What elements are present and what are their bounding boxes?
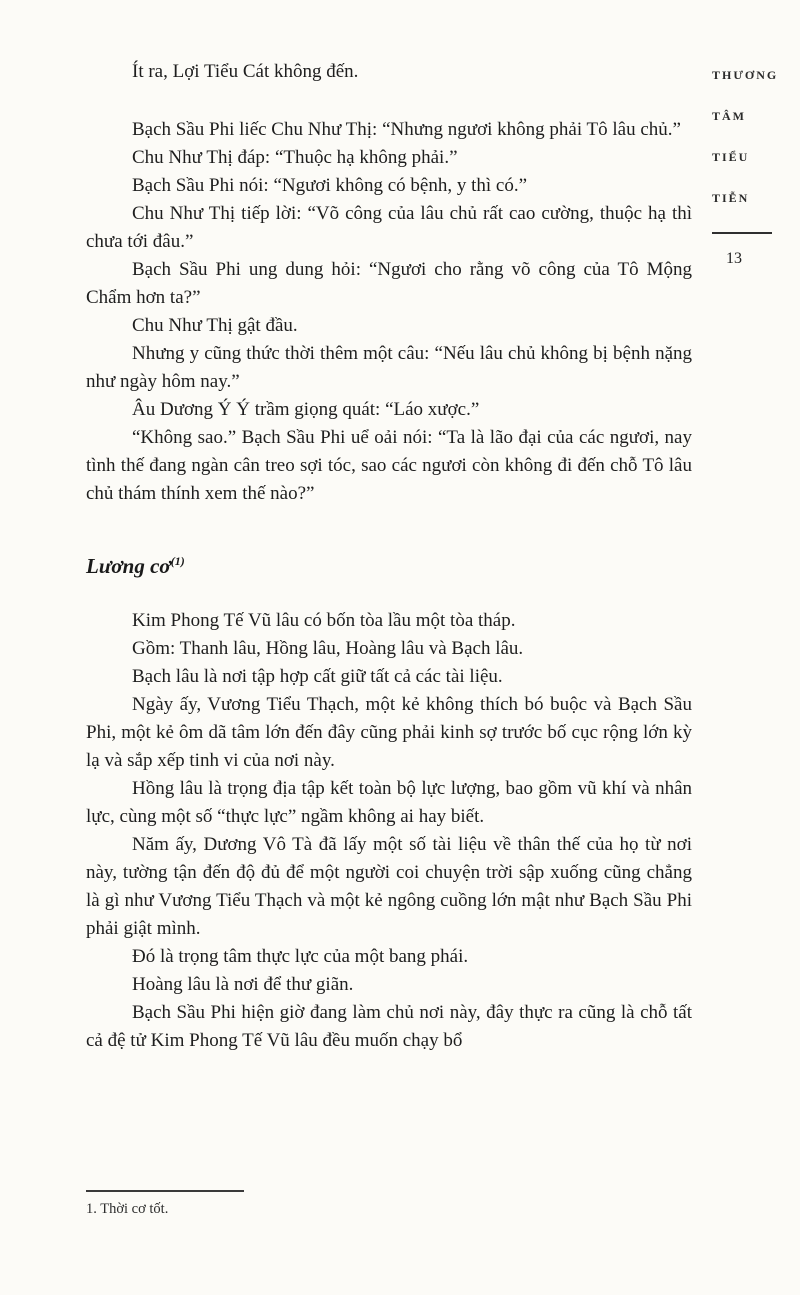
- running-title-word: THƯƠNG: [712, 68, 779, 82]
- paragraph: “Không sao.” Bạch Sầu Phi uể oải nói: “Ta là lão đại của các ngươi, nay tình thế đang ngàn cân treo sợi tóc, sao các ngươi còn không đi đến chỗ Tô lâu chủ thám thính xem thế nào?”: [86, 427, 692, 504]
- running-title-divider: [712, 232, 772, 234]
- running-title-word: TIỄN: [712, 191, 750, 205]
- paragraph: Hồng lâu là trọng địa tập kết toàn bộ lực lượng, bao gồm vũ khí và nhân lực, cùng một số “thực lực” ngầm không ai hay biết.: [86, 778, 692, 827]
- section-heading: [86, 554, 692, 579]
- page-number: 13: [726, 250, 742, 267]
- paragraph: Bạch Sầu Phi nói: “Ngươi không có bệnh, y thì có.”: [132, 175, 528, 196]
- section-heading-footnote-ref: (1): [170, 554, 185, 568]
- paragraph: Kim Phong Tế Vũ lâu có bốn tòa lầu một tòa tháp.: [132, 610, 516, 631]
- paragraph: Năm ấy, Dương Vô Tà đã lấy một số tài liệu về thân thế của họ từ nơi này, tường tận đến độ đủ để một người coi chuyện trời sập xuống cũng chẳng là gì như Vương Tiểu Thạch và một kẻ ngông cuồng lớn mật như Bạch Sầu Phi phải giật mình.: [86, 834, 692, 939]
- paragraph: Ngày ấy, Vương Tiểu Thạch, một kẻ không thích bó buộc và Bạch Sầu Phi, một kẻ ôm dã tâm lớn đến đây cũng phải kinh sợ trước bố cục rộng lớn kỳ lạ và sắp xếp tinh vi của nơi này.: [86, 694, 692, 771]
- paragraph: Bạch Sầu Phi ung dung hỏi: “Ngươi cho rằng võ công của Tô Mộng Chẩm hơn ta?”: [86, 259, 692, 308]
- running-title-word: TÂM: [712, 109, 746, 123]
- footnote-text: 1. Thời cơ tốt.: [86, 1201, 169, 1217]
- paragraph: Hoàng lâu là nơi để thư giãn.: [132, 974, 354, 995]
- paragraph: Chu Như Thị đáp: “Thuộc hạ không phải.”: [132, 147, 458, 168]
- paragraph: Nhưng y cũng thức thời thêm một câu: “Nếu lâu chủ không bị bệnh nặng như ngày hôm nay.”: [86, 343, 692, 392]
- paragraph: Bạch Sầu Phi hiện giờ đang làm chủ nơi này, đây thực ra cũng là chỗ tất cả đệ tử Kim Phong Tế Vũ lâu đều muốn chạy bổ: [86, 1002, 692, 1051]
- paragraph: Chu Như Thị tiếp lời: “Võ công của lâu chủ rất cao cường, thuộc hạ thì chưa tới đâu.”: [86, 203, 692, 252]
- paragraph: Đó là trọng tâm thực lực của một bang phái.: [132, 946, 469, 967]
- running-title: [712, 68, 786, 268]
- footnote: [86, 1190, 486, 1218]
- footnote-divider: [86, 1190, 244, 1192]
- paragraph: Bạch Sầu Phi liếc Chu Như Thị: “Nhưng ngươi không phải Tô lâu chủ.”: [132, 119, 681, 140]
- paragraph: Bạch lâu là nơi tập hợp cất giữ tất cả các tài liệu.: [132, 666, 503, 687]
- opening-paragraph: Ít ra, Lợi Tiểu Cát không đến.: [132, 61, 359, 82]
- paragraph: Gồm: Thanh lâu, Hồng lâu, Hoàng lâu và Bạch lâu.: [132, 638, 524, 659]
- paragraph: Âu Dương Ý Ý trầm giọng quát: “Láo xược.”: [132, 399, 480, 420]
- paragraph: Chu Như Thị gật đầu.: [132, 315, 298, 336]
- text-column: [86, 58, 692, 1055]
- section-heading-text: Lương cơ: [86, 554, 171, 578]
- running-title-word: TIỂU: [712, 150, 750, 164]
